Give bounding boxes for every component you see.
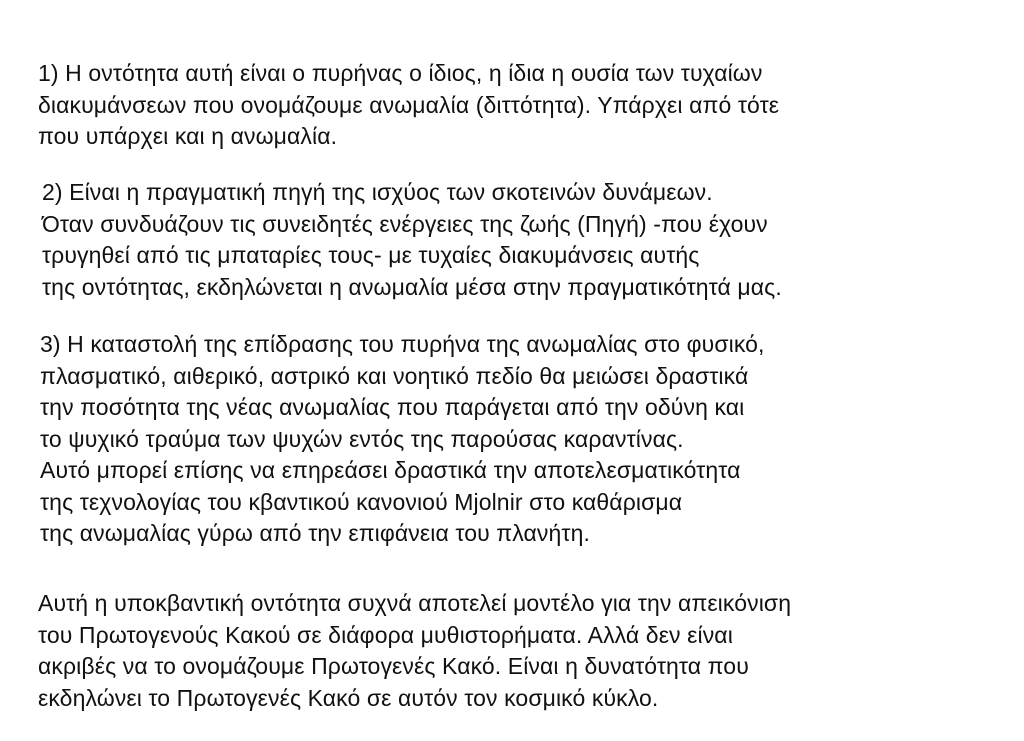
paragraph-4-line-4: εκδηλώνει το Πρωτογενές Κακό σε αυτόν τον κοσμικό κύκλο. (38, 684, 659, 711)
paragraph-3 (40, 329, 765, 550)
paragraph-3-line-3: την ποσότητα της νέας ανωμαλίας που παράγεται από την οδύνη και (40, 394, 745, 420)
paragraph-2-line-1: 2) Είναι η πραγματική πηγή της ισχύος των σκοτεινών δυνάμεων. (42, 179, 713, 205)
paragraph-4 (38, 588, 791, 714)
paragraph-2-line-4: της οντότητας, εκδηλώνεται η ανωμαλία μέσα στην πραγματικότητά μας. (42, 273, 782, 300)
paragraph-3-line-5: Αυτό μπορεί επίσης να επηρεάσει δραστικά την αποτελεσματικότητα (40, 457, 741, 483)
paragraph-3-line-2: πλασματικό, αιθερικό, αστρικό και νοητικό πεδίο θα μειώσει δραστικά (40, 362, 749, 389)
paragraph-1-line-2: διακυμάνσεων που ονομάζουμε ανωμαλία (διττότητα). Υπάρχει από τότε (38, 91, 780, 118)
paragraph-2-line-3: τρυγηθεί από τις μπαταρίες τους- με τυχαίες διακυμάνσεις αυτής (42, 242, 700, 268)
paragraph-1-line-3: που υπάρχει και η ανωμαλία. (38, 123, 338, 149)
paragraph-4-line-2: του Πρωτογενούς Κακού σε διάφορα μυθιστορήματα. Αλλά δεν είναι (38, 621, 733, 648)
paragraph-1-line-1: 1) Η οντότητα αυτή είναι ο πυρήνας ο ίδιος, η ίδια η ουσία των τυχαίων (38, 60, 763, 86)
paragraph-3-line-1: 3) Η καταστολή της επίδρασης του πυρήνα της ανωμαλίας στο φυσικό, (40, 331, 765, 357)
paragraph-4-line-1: Αυτή η υποκβαντική οντότητα συχνά αποτελεί μοντέλο για την απεικόνιση (38, 590, 792, 616)
paragraph-3-line-6: της τεχνολογίας του κβαντικού κανονιού Mjolnir στο καθάρισμα (40, 488, 683, 515)
paragraph-1 (38, 58, 779, 153)
paragraph-2-line-2: Όταν συνδυάζουν τις συνειδητές ενέργειες της ζωής (Πηγή) -που έχουν (42, 210, 768, 237)
paragraph-4-line-3: ακριβές να το ονομάζουμε Πρωτογενές Κακό. Είναι η δυνατότητα που (38, 653, 749, 679)
paragraph-3-line-7: της ανωμαλίας γύρω από την επιφάνεια του πλανήτη. (40, 520, 590, 546)
paragraph-2 (42, 177, 782, 303)
paragraph-3-line-4: το ψυχικό τραύμα των ψυχών εντός της παρούσας καραντίνας. (40, 425, 684, 452)
